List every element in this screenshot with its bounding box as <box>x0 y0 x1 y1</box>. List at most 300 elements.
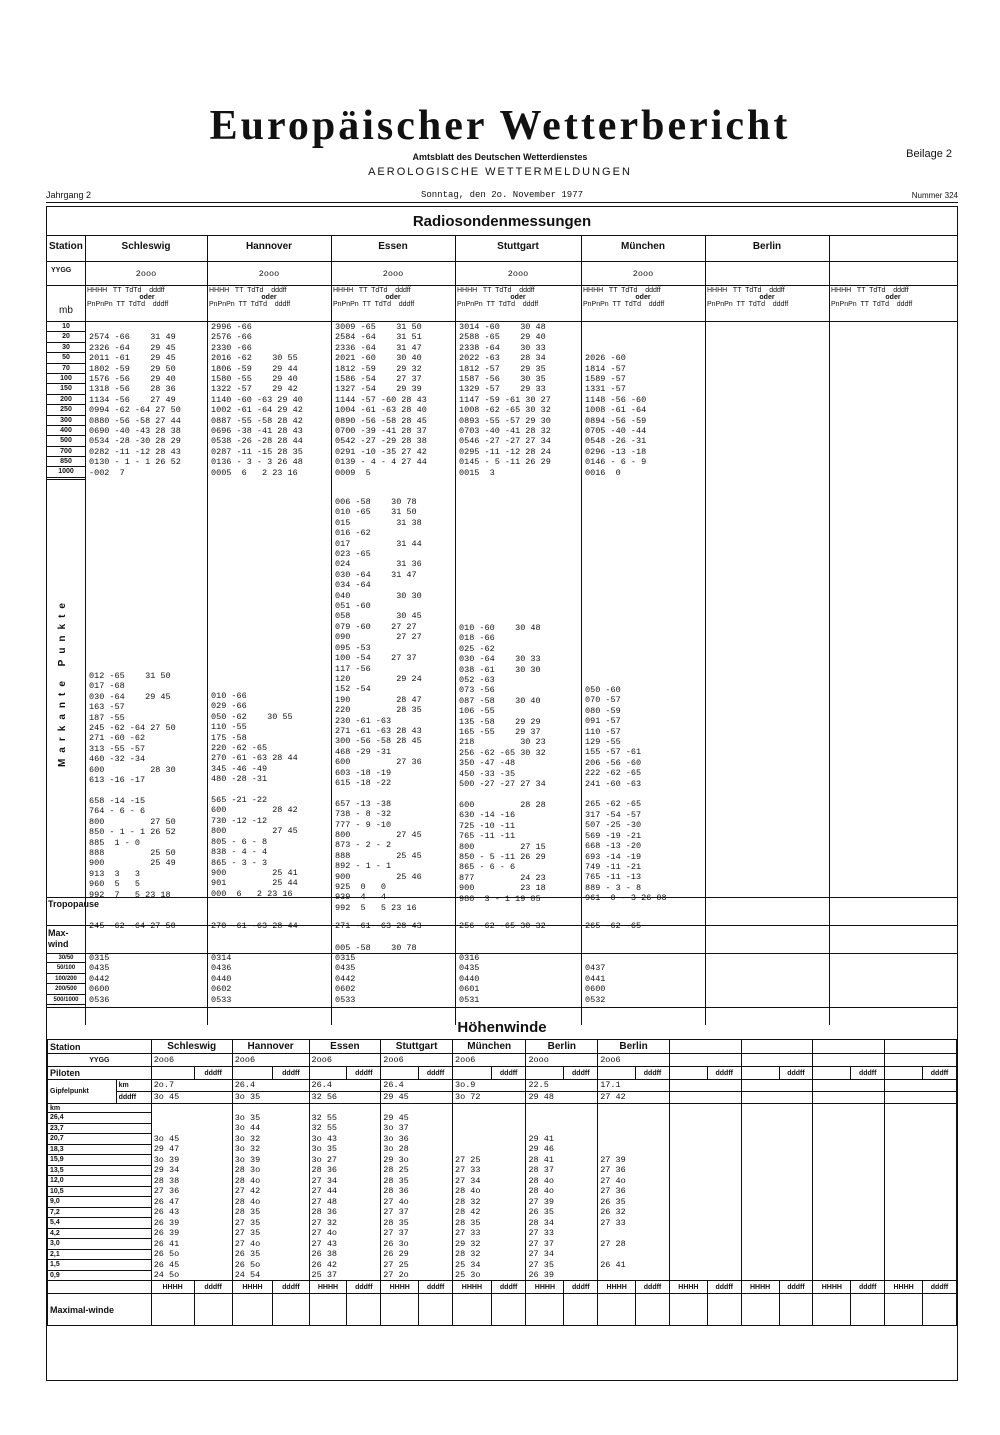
dddff-label: dddff <box>491 1281 526 1294</box>
wind-value: 3o 32 <box>232 1134 309 1145</box>
table-cell <box>741 1080 813 1092</box>
dddff-label: dddff <box>923 1281 957 1294</box>
station-data: 3009 -65 31 50 2584 -64 31 51 2336 -64 31 47 2021 -60 30 40 1812 -59 29 32 1586 -54 27 37 1327 -54 29 39 1144 -57 -60 28 43 1004 -61 -63 28 40 0890 -56 -58 28 45 0700 -39 -41 28 37 0542 -27 -29 28 38 0291 -10 -35 27 42 0139 - 4 - 4 27 44 0009 5 <box>335 322 427 478</box>
radiosonde-title: Radiosondenmessungen <box>412 213 592 230</box>
column-header <box>333 287 453 308</box>
yygg-label: YYGG <box>51 267 72 274</box>
pressure-level: 30 <box>47 343 85 353</box>
table-cell <box>813 1067 851 1080</box>
table-cell <box>885 1197 957 1208</box>
dddff-label: dddff <box>636 1067 670 1080</box>
pressure-level: 500 <box>47 436 85 446</box>
wind-value <box>526 1123 598 1134</box>
table-cell <box>741 1155 813 1166</box>
wind-value <box>526 1113 598 1124</box>
table-cell <box>453 1104 526 1113</box>
table-cell <box>309 1104 381 1113</box>
wind-value: 24 54 <box>232 1270 309 1281</box>
meta-row <box>46 190 958 203</box>
table-cell <box>598 1067 636 1080</box>
height-level: 9,0 <box>48 1197 152 1208</box>
pressure-level: 150 <box>47 384 85 394</box>
column-header-top: HHHH TT TdTd dddff <box>209 287 287 294</box>
wind-value: 25 3o <box>453 1270 526 1281</box>
table-cell <box>741 1186 813 1197</box>
wind-value: 27 34 <box>526 1249 598 1260</box>
wind-value: 27 37 <box>381 1207 453 1218</box>
maximal-winds-label: Maximal-winde <box>48 1294 152 1326</box>
table-cell <box>669 1239 741 1250</box>
wind-value: 28 32 <box>453 1249 526 1260</box>
wind-value: 3o 37 <box>381 1123 453 1134</box>
table-cell <box>851 1294 885 1326</box>
wind-value: 27 25 <box>381 1260 453 1271</box>
wind-station: Hannover <box>232 1040 309 1054</box>
wind-value: 26 39 <box>151 1218 232 1229</box>
table-cell <box>669 1080 741 1092</box>
wind-value: 27 33 <box>453 1228 526 1239</box>
column-header-top: HHHH TT TdTd dddff <box>831 287 909 294</box>
km-label: km <box>116 1080 151 1092</box>
hhhh-label: HHHH <box>381 1281 419 1294</box>
table-row <box>48 1228 957 1239</box>
tropopause-value: 256 -62 -65 30 32 <box>459 921 546 931</box>
dddff-label: dddff <box>636 1281 670 1294</box>
gipfel-km: 26.4 <box>232 1080 309 1092</box>
shear-column <box>335 953 355 1005</box>
divider <box>47 897 957 898</box>
hhhh-label: HHHH <box>741 1281 779 1294</box>
table-cell <box>453 1294 492 1326</box>
column-header-bottom: PnPnPn TT TdTd dddff <box>87 301 169 308</box>
report-frame <box>46 206 958 1381</box>
table-cell <box>813 1228 885 1239</box>
table-cell <box>885 1260 957 1271</box>
shear-value: 0435 <box>89 963 110 974</box>
dddff-label: dddff <box>923 1067 957 1080</box>
hhhh-label: HHHH <box>813 1281 851 1294</box>
column-header-oder: oder <box>510 294 526 301</box>
table-cell <box>669 1218 741 1229</box>
tropopause-value: 271 -61 -63 28 43 <box>335 921 422 931</box>
table-cell <box>813 1260 885 1271</box>
wind-value: 28 35 <box>232 1207 309 1218</box>
shear-value: 0532 <box>585 994 606 1005</box>
wind-value <box>598 1228 670 1239</box>
table-cell <box>151 1067 194 1080</box>
table-row <box>48 1249 957 1260</box>
table-cell <box>741 1197 813 1208</box>
station-berlin: Berlin <box>752 241 782 252</box>
table-cell <box>885 1067 923 1080</box>
shear-label: 500/1000 <box>47 995 85 1005</box>
table-cell <box>813 1165 885 1176</box>
table-cell <box>813 1176 885 1187</box>
divider <box>331 235 332 1025</box>
wind-value: 26 42 <box>309 1260 381 1271</box>
wind-value: 3o 35 <box>232 1113 309 1124</box>
shear-value: 0533 <box>211 994 232 1005</box>
table-cell <box>885 1134 957 1145</box>
wind-value <box>598 1249 670 1260</box>
column-header-bottom: PnPnPn TT TdTd dddff <box>457 301 539 308</box>
wind-value: 27 4o <box>381 1197 453 1208</box>
column-header-bottom: PnPnPn TT TdTd dddff <box>209 301 291 308</box>
wind-value <box>598 1113 670 1124</box>
table-cell <box>526 1294 564 1326</box>
table-cell <box>381 1294 419 1326</box>
divider <box>47 235 957 236</box>
table-cell <box>526 1104 598 1113</box>
table-cell <box>741 1134 813 1145</box>
height-level: 26,4 <box>48 1113 152 1124</box>
table-cell <box>347 1294 381 1326</box>
wind-value: 27 37 <box>526 1239 598 1250</box>
table-cell <box>885 1054 957 1067</box>
shear-value: 0600 <box>585 984 606 995</box>
column-header <box>707 287 827 308</box>
table-cell <box>707 1294 741 1326</box>
marked-points-data: 010 -60 30 48 018 -66 025 -62 030 -64 30 33 038 -61 30 30 052 -63 073 -56 087 -58 30 40 106 -55 135 -58 29 29 165 -55 29 37 218 30 23 256 -62 -65 30 32 350 -47 -48 450 -33 -35 500 -27 -27 27 34 600 28 28 630 -14 -16 725 -10 -11 765 -11 -11 800 27 15 850 - 5 -11 26 29 865 - 6 - 6 877 24 23 900 23 18 980 3 - 1 19 05 <box>459 623 546 904</box>
table-cell <box>885 1207 957 1218</box>
table-cell <box>309 1067 347 1080</box>
shear-value: 0316 <box>459 953 480 963</box>
table-cell <box>741 1054 813 1067</box>
table-row <box>48 1113 957 1124</box>
table-cell <box>381 1104 453 1113</box>
shear-label: 50/100 <box>47 963 85 973</box>
gipfel-km: 17.1 <box>598 1080 670 1092</box>
table-cell <box>598 1294 636 1326</box>
table-row <box>48 1104 957 1113</box>
gipfel-km: 26.4 <box>381 1080 453 1092</box>
gipfel-dddff: 3o 45 <box>151 1092 232 1104</box>
gipfel-km: 3o.9 <box>453 1080 526 1092</box>
table-cell <box>669 1067 707 1080</box>
table-row <box>48 1092 957 1104</box>
wind-value: 27 39 <box>526 1197 598 1208</box>
wind-value: 27 36 <box>598 1186 670 1197</box>
yygg-value: 2ooo <box>135 269 157 279</box>
table-row <box>48 1176 957 1187</box>
wind-value: 26 29 <box>381 1249 453 1260</box>
table-cell <box>813 1113 885 1124</box>
table-row <box>48 1144 957 1155</box>
wind-yygg: 2oo6 <box>453 1054 526 1067</box>
marked-points-label: Markante Punkte <box>57 597 68 768</box>
table-cell <box>741 1113 813 1124</box>
wind-value: 27 25 <box>453 1155 526 1166</box>
dddff-label: dddff <box>273 1067 309 1080</box>
station-muenchen: München <box>621 241 665 252</box>
pressure-level: 50 <box>47 353 85 363</box>
column-header-oder: oder <box>139 294 155 301</box>
pressure-level: 700 <box>47 447 85 457</box>
divider <box>455 235 456 1025</box>
table-cell <box>598 1104 670 1113</box>
wind-value: 27 28 <box>598 1239 670 1250</box>
height-level: 1,5 <box>48 1260 152 1271</box>
wind-value <box>453 1113 526 1124</box>
yygg-value: 2ooo <box>258 269 280 279</box>
table-cell <box>813 1104 885 1113</box>
wind-value: 29 34 <box>151 1165 232 1176</box>
yygg-label: YYGG <box>48 1054 152 1067</box>
column-header-bottom: PnPnPn TT TdTd dddff <box>831 301 913 308</box>
table-cell <box>813 1144 885 1155</box>
wind-value: 28 4o <box>232 1176 309 1187</box>
table-cell <box>273 1294 309 1326</box>
height-level: 7,2 <box>48 1207 152 1218</box>
dddff-label: dddff <box>851 1067 885 1080</box>
wind-value: 27 33 <box>526 1228 598 1239</box>
tropopause-value: 245 -62 -64 27 50 <box>89 921 176 931</box>
shear-value: 0533 <box>335 994 356 1005</box>
table-cell <box>813 1239 885 1250</box>
dddff-label: dddff <box>491 1067 526 1080</box>
wind-value: 28 36 <box>381 1186 453 1197</box>
table-cell <box>741 1270 813 1281</box>
gipfel-dddff: 27 42 <box>598 1092 670 1104</box>
height-level: 12,0 <box>48 1176 152 1187</box>
table-cell <box>741 1104 813 1113</box>
table-row <box>48 1134 957 1145</box>
divider <box>47 1007 957 1008</box>
wind-yygg: 2oo6 <box>381 1054 453 1067</box>
shear-column <box>211 953 231 1005</box>
shear-value: 0435 <box>459 963 480 974</box>
table-cell <box>232 1104 309 1113</box>
wind-value: 3o 27 <box>309 1155 381 1166</box>
table-row <box>48 1123 957 1134</box>
wind-value: 28 36 <box>309 1207 381 1218</box>
table-cell <box>885 1113 957 1124</box>
table-row <box>48 1294 957 1326</box>
table-cell <box>491 1294 526 1326</box>
wind-station: Schleswig <box>151 1040 232 1054</box>
height-level: 18,3 <box>48 1144 152 1155</box>
table-cell <box>885 1294 923 1326</box>
winds-table <box>47 1039 957 1326</box>
issue-number: Nummer 324 <box>911 191 958 200</box>
table-cell <box>669 1186 741 1197</box>
wind-value: 3o 39 <box>232 1155 309 1166</box>
shear-value: 0315 <box>335 953 356 963</box>
station-schleswig: Schleswig <box>121 241 171 252</box>
wind-value: 26 39 <box>151 1228 232 1239</box>
height-level: 13,5 <box>48 1165 152 1176</box>
wind-value: 24 5o <box>151 1270 232 1281</box>
shear-value: 0435 <box>335 963 356 974</box>
table-row <box>48 1054 957 1067</box>
table-cell <box>885 1165 957 1176</box>
table-row <box>48 1207 957 1218</box>
wind-value: 29 32 <box>453 1239 526 1250</box>
table-cell <box>885 1104 957 1113</box>
mb-label: mb <box>59 305 73 316</box>
gipfel-label: Gipfelpunkt <box>48 1080 117 1104</box>
column-header-top: HHHH TT TdTd dddff <box>457 287 535 294</box>
table-row <box>48 1218 957 1229</box>
dddff-label: dddff <box>779 1067 813 1080</box>
table-cell <box>885 1270 957 1281</box>
table-cell <box>741 1123 813 1134</box>
table-cell <box>741 1228 813 1239</box>
table-cell <box>813 1197 885 1208</box>
hhhh-label: HHHH <box>669 1281 707 1294</box>
divider <box>581 235 582 1025</box>
station-hannover: Hannover <box>245 241 293 252</box>
pressure-level: 70 <box>47 364 85 374</box>
table-cell <box>885 1123 957 1134</box>
table-cell <box>885 1080 957 1092</box>
wind-value: 28 4o <box>232 1197 309 1208</box>
wind-value: 3o 36 <box>381 1134 453 1145</box>
pressure-level: 100 <box>47 374 85 384</box>
table-cell <box>669 1165 741 1176</box>
winds-title: Höhenwinde <box>457 1019 547 1036</box>
wind-yygg: 2oo6 <box>151 1054 232 1067</box>
gipfel-km: 2o.7 <box>151 1080 232 1092</box>
wind-value: 26 39 <box>526 1270 598 1281</box>
table-cell <box>194 1294 232 1326</box>
table-cell <box>923 1294 957 1326</box>
table-cell <box>885 1155 957 1166</box>
dddff-label: dddff <box>194 1067 232 1080</box>
wind-value: 28 32 <box>453 1197 526 1208</box>
maxwind-value: 005 -58 30 78 <box>335 943 417 953</box>
table-row <box>48 1197 957 1208</box>
wind-value: 27 39 <box>598 1155 670 1166</box>
wind-value: 27 4o <box>232 1239 309 1250</box>
wind-value: 28 3o <box>232 1165 309 1176</box>
column-header-oder: oder <box>759 294 775 301</box>
wind-value <box>598 1123 670 1134</box>
wind-value: 29 41 <box>526 1134 598 1145</box>
maxwind-label: Max-wind <box>48 928 69 949</box>
station-essen: Essen <box>378 241 408 252</box>
height-level: 3,0 <box>48 1239 152 1250</box>
table-cell <box>453 1067 492 1080</box>
wind-value <box>598 1144 670 1155</box>
table-cell <box>813 1186 885 1197</box>
column-header <box>831 287 955 308</box>
wind-value: 32 55 <box>309 1113 381 1124</box>
wind-station: Berlin <box>526 1040 598 1054</box>
yygg-value: 2ooo <box>507 269 529 279</box>
divider <box>705 235 706 1025</box>
table-cell <box>813 1249 885 1260</box>
wind-value: 29 47 <box>151 1144 232 1155</box>
marked-points-data: 012 -65 31 50 017 -68 030 -64 29 45 163 -57 187 -55 245 -62 -64 27 50 271 -60 -62 313 -55 -57 460 -32 -34 600 28 30 613 -16 -17 658 -14 -15 764 - 6 - 6 800 27 50 850 - 1 - 1 26 52 885 1 - 0 888 25 50 900 25 49 913 3 3 960 5 5 992 7 5 23 18 <box>89 671 176 900</box>
table-row <box>48 1281 957 1294</box>
wind-station: Essen <box>309 1040 381 1054</box>
wind-value: 3o 45 <box>151 1134 232 1145</box>
wind-value: 27 35 <box>526 1260 598 1271</box>
table-cell <box>636 1294 670 1326</box>
table-cell <box>813 1134 885 1145</box>
wind-value: 3o 43 <box>309 1134 381 1145</box>
table-cell <box>885 1186 957 1197</box>
wind-yygg: 2oo6 <box>309 1054 381 1067</box>
table-cell <box>813 1080 885 1092</box>
hhhh-label: HHHH <box>885 1281 923 1294</box>
dddff-label: dddff <box>707 1281 741 1294</box>
gipfel-dddff: 29 48 <box>526 1092 598 1104</box>
wind-value: 27 37 <box>381 1228 453 1239</box>
jahrgang: Jahrgang 2 <box>46 190 92 200</box>
table-cell <box>741 1260 813 1271</box>
column-header-oder: oder <box>385 294 401 301</box>
shear-value: 0437 <box>585 963 606 974</box>
shear-value: 0442 <box>335 973 356 984</box>
shear-labels <box>47 953 85 1005</box>
wind-value: 27 34 <box>453 1176 526 1187</box>
wind-value: 3o 32 <box>232 1144 309 1155</box>
table-cell <box>48 1281 152 1294</box>
divider <box>47 285 957 286</box>
hhhh-label: HHHH <box>598 1281 636 1294</box>
hhhh-label: HHHH <box>151 1281 194 1294</box>
table-cell <box>564 1294 598 1326</box>
wind-value: 28 35 <box>381 1218 453 1229</box>
table-cell <box>813 1092 885 1104</box>
table-cell <box>885 1228 957 1239</box>
beilage-label: Beilage 2 <box>906 148 952 160</box>
wind-value <box>453 1144 526 1155</box>
hhhh-label: HHHH <box>526 1281 564 1294</box>
wind-value <box>598 1270 670 1281</box>
wind-yygg: 2ooo <box>526 1054 598 1067</box>
wind-value: 27 32 <box>309 1218 381 1229</box>
table-cell <box>669 1294 707 1326</box>
table-cell <box>813 1270 885 1281</box>
shear-value: 0536 <box>89 994 110 1005</box>
shear-value: 0436 <box>211 963 232 974</box>
yygg-value: 2ooo <box>632 269 654 279</box>
table-cell <box>381 1067 419 1080</box>
shear-column <box>89 953 109 1005</box>
wind-value: 29 46 <box>526 1144 598 1155</box>
station-data: 2996 -66 2576 -66 2330 -66 2016 -62 30 55 1806 -59 29 44 1580 -55 29 40 1322 -57 29 42 1140 -60 -63 29 40 1002 -61 -64 29 42 0887 -55 -58 28 42 0696 -38 -41 28 43 0538 -26 -28 28 44 0287 -11 -15 28 35 0136 - 3 - 3 26 48 0005 6 2 23 16 <box>211 322 303 478</box>
table-cell <box>151 1104 232 1113</box>
table-cell <box>669 1092 741 1104</box>
column-header-bottom: PnPnPn TT TdTd dddff <box>583 301 665 308</box>
wind-value: 28 25 <box>381 1165 453 1176</box>
wind-value: 3o 28 <box>381 1144 453 1155</box>
table-cell <box>741 1249 813 1260</box>
column-header-oder: oder <box>635 294 651 301</box>
column-header-bottom: PnPnPn TT TdTd dddff <box>333 301 415 308</box>
wind-value: 28 35 <box>381 1176 453 1187</box>
wind-value: 29 3o <box>381 1155 453 1166</box>
wind-value <box>453 1134 526 1145</box>
wind-value: 27 35 <box>232 1228 309 1239</box>
table-row <box>48 1239 957 1250</box>
shear-value: 0441 <box>585 973 606 984</box>
gipfel-dddff: 32 56 <box>309 1092 381 1104</box>
wind-value <box>151 1113 232 1124</box>
wind-value: 3o 39 <box>151 1155 232 1166</box>
table-cell <box>669 1104 741 1113</box>
table-cell <box>232 1294 273 1326</box>
wind-value: 26 3o <box>381 1239 453 1250</box>
table-cell <box>813 1294 851 1326</box>
table-cell <box>813 1054 885 1067</box>
yygg-value: 2ooo <box>382 269 404 279</box>
dddff-label: dddff <box>851 1281 885 1294</box>
table-row <box>48 1040 957 1054</box>
